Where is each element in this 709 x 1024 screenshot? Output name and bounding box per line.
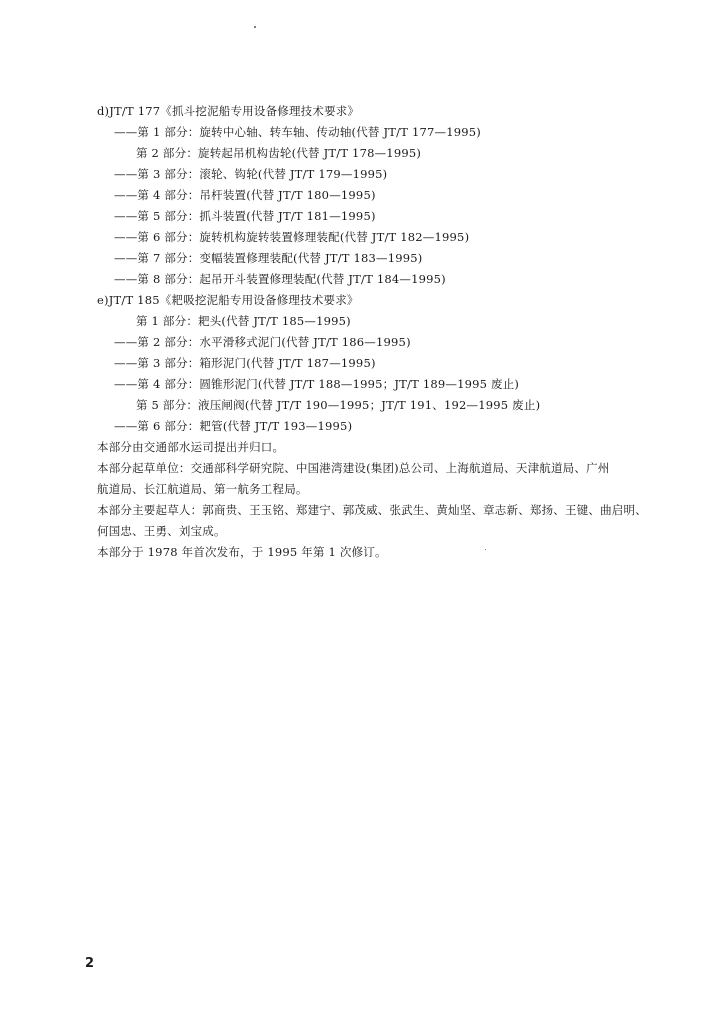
list-item: ——第 7 部分：变幅装置修理装配(代替 JT/T 183—1995) [114, 251, 423, 265]
list-item: ——第 3 部分：滚轮、钩轮(代替 JT/T 179—1995) [114, 167, 388, 181]
list-item: ——第 2 部分：水平滑移式泥门(代替 JT/T 186—1995) [114, 335, 411, 349]
proposer-paragraph: 本部分由交通部水运司提出并归口。 [97, 440, 285, 454]
list-item: 第 2 部分：旋转起吊机构齿轮(代替 JT/T 178—1995) [136, 146, 422, 160]
scan-speck [254, 26, 256, 28]
list-item: ——第 1 部分：旋转中心轴、转车轴、传动轴(代替 JT/T 177—1995) [114, 125, 481, 139]
list-item: ——第 3 部分：箱形泥门(代替 JT/T 187—1995) [114, 356, 376, 370]
page-number: 2 [85, 956, 95, 971]
drafting-units-continuation: 航道局、长江航道局、第一航务工程局。 [97, 482, 308, 496]
list-item: ——第 5 部分：抓斗装置(代替 JT/T 181—1995) [114, 209, 376, 223]
list-item: ——第 4 部分：吊杆装置(代替 JT/T 180—1995) [114, 188, 376, 202]
list-item: ——第 6 部分：旋转机构旋转装置修理装配(代替 JT/T 182—1995) [114, 230, 470, 244]
list-item: 第 1 部分：耙头(代替 JT/T 185—1995) [136, 314, 351, 328]
drafters-continuation: 何国忠、王勇、刘宝成。 [97, 524, 226, 538]
list-heading-e: e)JT/T 185《耙吸挖泥船专用设备修理技术要求》 [97, 293, 359, 307]
list-item: ——第 4 部分：圆锥形泥门(代替 JT/T 188—1995；JT/T 189—1995 废止) [114, 377, 520, 391]
publication-history-paragraph: 本部分于 1978 年首次发布，于 1995 年第 1 次修订。 [97, 545, 387, 559]
scan-speck [485, 549, 486, 550]
list-item: ——第 6 部分：耙管(代替 JT/T 193—1995) [114, 419, 353, 433]
list-heading-d: d)JT/T 177《抓斗挖泥船专用设备修理技术要求》 [97, 104, 360, 118]
list-item: ——第 8 部分：起吊开斗装置修理装配(代替 JT/T 184—1995) [114, 272, 446, 286]
list-item: 第 5 部分：液压闸阀(代替 JT/T 190—1995；JT/T 191、192—1995 废止) [136, 398, 541, 412]
drafting-units-paragraph: 本部分起草单位：交通部科学研究院、中国港湾建设(集团)总公司、上海航道局、天津航道局、广州 [97, 461, 610, 475]
drafters-paragraph: 本部分主要起草人：郭商贵、王玉铭、郑建宁、郭茂威、张武生、黄灿坚、章志新、郑扬、王键、曲启明、 [97, 503, 647, 517]
